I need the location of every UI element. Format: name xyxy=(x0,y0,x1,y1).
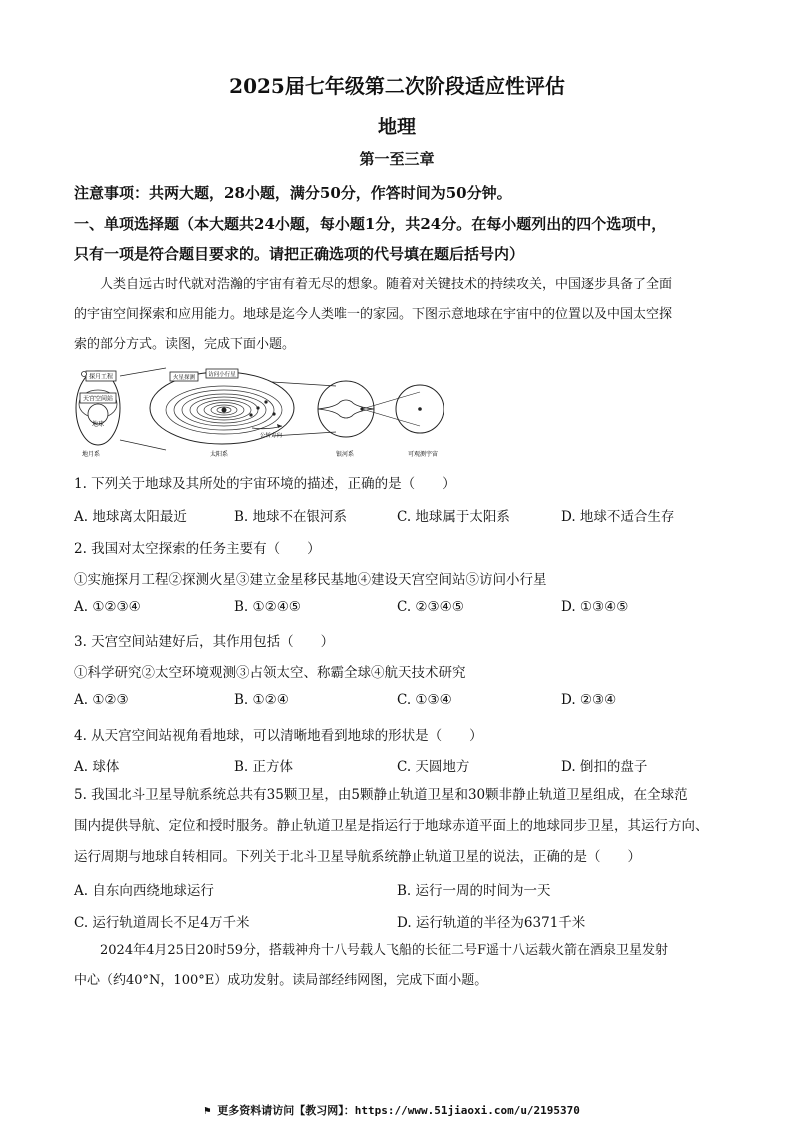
q2-option-d[interactable]: D. ①③④⑤ xyxy=(561,599,629,615)
q3-option-c[interactable]: C. ①③④ xyxy=(397,692,452,708)
moon-program-label: 探月工程 xyxy=(88,373,114,381)
question-2-options xyxy=(74,599,724,621)
q3-option-d[interactable]: D. ②③④ xyxy=(561,692,617,708)
sun-icon xyxy=(222,408,227,413)
intro-paragraph-2 xyxy=(74,936,724,996)
intro-paragraph-1 xyxy=(74,270,724,360)
q3-option-b[interactable]: B. ①②④ xyxy=(234,692,289,708)
question-1-options xyxy=(74,505,724,527)
intro1-line1: 人类自远古时代就对浩瀚的宇宙有着无尽的想象。随着对关键技术的持续攻关，中国逐步具备了全面 xyxy=(100,277,673,292)
caption-universe: 可观测宇宙 xyxy=(408,451,439,458)
asteroid-label: 访问小行星 xyxy=(208,371,236,378)
q5-stem-line3: 运行周期与地球自转相同。下列关于北斗卫星导航系统静止轨道卫星的说法，正确的是（ ） xyxy=(74,849,641,865)
caption-earth-moon: 地月系 xyxy=(82,451,101,458)
question-2-stem: 2. 我国对太空探索的任务主要有（ ） xyxy=(74,541,321,557)
question-3-statements: ①科学研究②太空环境观测③占领太空、称霸全球④航天技术研究 xyxy=(74,665,466,681)
notice: 注意事项：共两大题，28小题，满分50分，作答时间为50分钟。 xyxy=(74,184,512,202)
milky-way xyxy=(318,381,374,437)
flag-icon: ⚑ xyxy=(204,1104,218,1117)
caption-galaxy: 银河系 xyxy=(336,451,355,458)
q5-option-a[interactable]: A. 自东向西绕地球运行 xyxy=(74,883,214,899)
q2-option-b[interactable]: B. ①②④⑤ xyxy=(234,599,301,615)
question-5-stem xyxy=(74,780,724,873)
footer-text: 更多资料请访问【教习网】：https://www.51jiaoxi.com/u/2195370 xyxy=(217,1104,580,1117)
question-4-options xyxy=(74,755,724,777)
question-3-stem: 3. 天宫空间站建好后，其作用包括（ ） xyxy=(74,634,335,650)
universe-figure xyxy=(74,364,444,460)
q5-option-c[interactable]: C. 运行轨道周长不足4万千米 xyxy=(74,915,250,931)
question-1-stem: 1. 下列关于地球及其所处的宇宙环境的描述，正确的是（ ） xyxy=(74,476,456,492)
intro1-line2: 的宇宙空间探索和应用能力。地球是迄今人类唯一的家园。下图示意地球在宇宙中的位置以及中国太空探 xyxy=(74,307,673,322)
q5-stem-line1: 5. 我国北斗卫星导航系统总共有35颗卫星，由5颗静止轨道卫星和30颗非静止轨道卫星组成，在全球范 xyxy=(74,787,688,803)
chapter-scope: 第一至三章 xyxy=(359,150,435,168)
revolution-label: 公转方向 xyxy=(260,433,283,439)
question-5-options-row1 xyxy=(74,879,724,901)
section1-heading-line1: 一、单项选择题（本大题共24小题，每小题1分，共24分。在每小题列出的四个选项中， xyxy=(74,215,667,233)
mars-probe-label: 火星探测 xyxy=(172,374,196,381)
q4-option-b[interactable]: B. 正方体 xyxy=(234,759,294,775)
q2-option-c[interactable]: C. ②③④⑤ xyxy=(397,599,464,615)
q4-option-a[interactable]: A. 球体 xyxy=(74,759,120,775)
space-station-label: 天宫空间站 xyxy=(82,395,114,403)
q5-option-b[interactable]: B. 运行一周的时间为一天 xyxy=(397,883,551,899)
exam-title: 2025届七年级第二次阶段适应性评估 xyxy=(229,74,565,98)
earth-label: 地球 xyxy=(91,421,105,428)
intro2-line2: 中心（约40°N，100°E）成功发射。读局部经纬网图，完成下面小题。 xyxy=(74,973,488,988)
q1-option-a[interactable]: A. 地球离太阳最近 xyxy=(74,509,187,525)
question-2-statements: ①实施探月工程②探测火星③建立金星移民基地④建设天宫空间站⑤访问小行星 xyxy=(74,572,547,588)
section1-heading-line2: 只有一项是符合题目要求的。请把正确选项的代号填在题后括号内） xyxy=(74,245,525,263)
moon-icon xyxy=(82,372,87,377)
earth-moon-system xyxy=(76,371,120,445)
q1-option-c[interactable]: C. 地球属于太阳系 xyxy=(397,509,510,525)
q4-option-d[interactable]: D. 倒扣的盘子 xyxy=(561,759,648,775)
intro2-line1: 2024年4月25日20时59分，搭载神舟十八号载人飞船的长征二号F遥十八运载火箭在酒泉卫星发射 xyxy=(100,943,669,958)
q1-option-d[interactable]: D. 地球不适合生存 xyxy=(561,509,675,525)
question-5-options-row2 xyxy=(74,911,724,933)
q5-option-d[interactable]: D. 运行轨道的半径为6371千米 xyxy=(397,915,586,931)
question-3-options xyxy=(74,692,724,714)
question-4-stem: 4. 从天宫空间站视角看地球，可以清晰地看到地球的形状是（ ） xyxy=(74,728,483,744)
q5-stem-line2: 围内提供导航、定位和授时服务。静止轨道卫星是指运行于地球赤道平面上的地球同步卫星，其运行方向、 xyxy=(74,818,709,834)
footer-link[interactable] xyxy=(204,1102,580,1118)
q4-option-c[interactable]: C. 天圆地方 xyxy=(397,759,470,775)
q1-option-b[interactable]: B. 地球不在银河系 xyxy=(234,509,348,525)
subject-title: 地理 xyxy=(377,116,416,138)
intro1-line3: 索的部分方式。读图，完成下面小题。 xyxy=(74,337,296,352)
solar-system xyxy=(150,369,294,444)
caption-solar-system: 太阳系 xyxy=(210,451,229,458)
q2-option-a[interactable]: A. ①②③④ xyxy=(74,599,141,615)
q3-option-a[interactable]: A. ①②③ xyxy=(74,692,129,708)
